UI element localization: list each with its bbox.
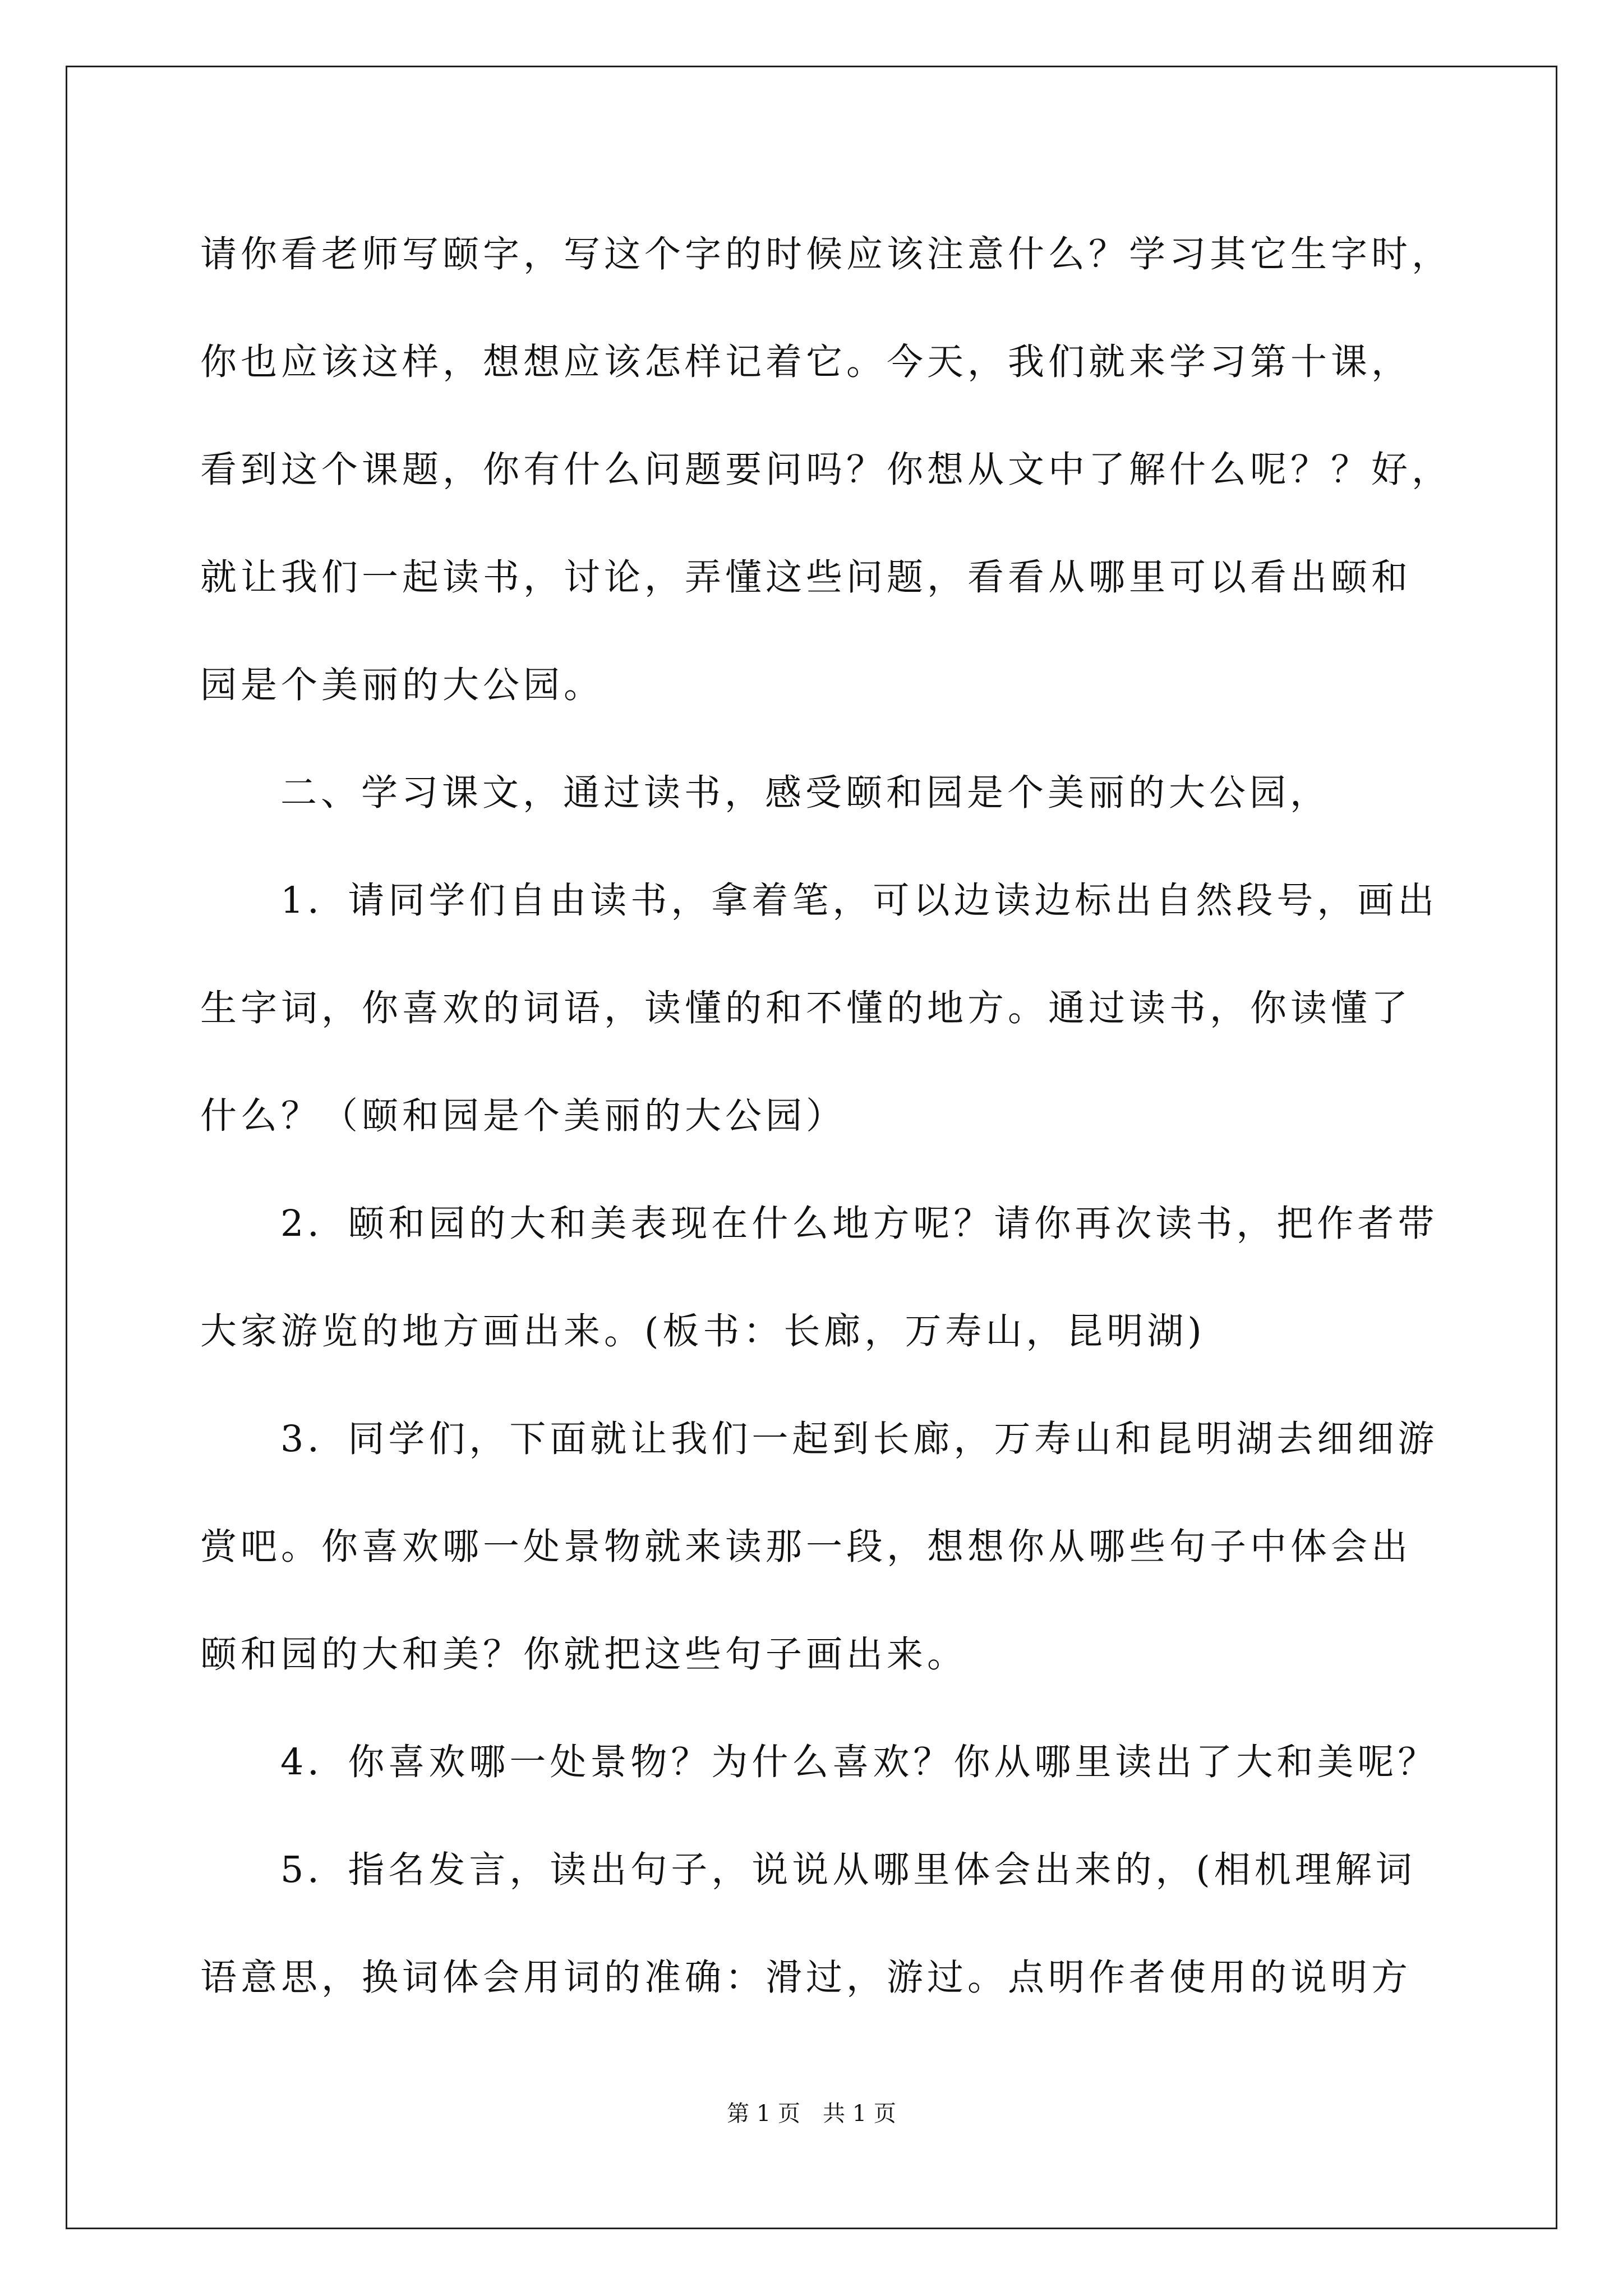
page-number-footer: 第 1 页 共 1 页 xyxy=(727,2101,896,2127)
text-line-7: 1．请同学们自由读书，拿着笔，可以边读边标出自然段号，画出 xyxy=(280,880,1438,922)
text-line-11: 大家游览的地方画出来。(板书：长廊，万寿山，昆明湖) xyxy=(200,1310,1206,1352)
text-line-4: 就让我们一起读书，讨论，弄懂这些问题，看看从哪里可以看出颐和 xyxy=(200,556,1412,599)
text-line-1: 请你看老师写颐字，写这个字的时候应该注意什么？学习其它生字时， xyxy=(200,233,1453,275)
document-body xyxy=(200,201,1453,2032)
text-line-17: 语意思，换词体会用词的准确：滑过，游过。点明作者使用的说明方 xyxy=(200,1957,1412,1999)
text-line-16: 5．指名发言，读出句子，说说从哪里体会出来的，(相机理解词 xyxy=(280,1849,1416,1891)
text-line-10: 2．颐和园的大和美表现在什么地方呢？请你再次读书，把作者带 xyxy=(280,1203,1438,1245)
text-line-13: 赏吧。你喜欢哪一处景物就来读那一段，想想你从哪些句子中体会出 xyxy=(200,1526,1412,1568)
text-line-9: 什么？（颐和园是个美丽的大公园） xyxy=(200,1095,847,1137)
section-heading: 二、学习课文，通过读书，感受颐和园是个美丽的大公园， xyxy=(280,772,1331,814)
text-line-3: 看到这个课题，你有什么问题要问吗？你想从文中了解什么呢？？好， xyxy=(200,449,1453,491)
text-line-5: 园是个美丽的大公园。 xyxy=(200,664,605,706)
text-line-14: 颐和园的大和美？你就把这些句子画出来。 xyxy=(200,1634,968,1676)
text-line-15: 4．你喜欢哪一处景物？为什么喜欢？你从哪里读出了大和美呢？ xyxy=(280,1741,1438,1783)
text-line-2: 你也应该这样，想想应该怎样记着它。今天，我们就来学习第十课， xyxy=(200,341,1412,383)
text-line-12: 3．同学们，下面就让我们一起到长廊，万寿山和昆明湖去细细游 xyxy=(280,1418,1438,1460)
text-line-8: 生字词，你喜欢的词语，读懂的和不懂的地方。通过读书，你读懂了 xyxy=(200,987,1412,1029)
